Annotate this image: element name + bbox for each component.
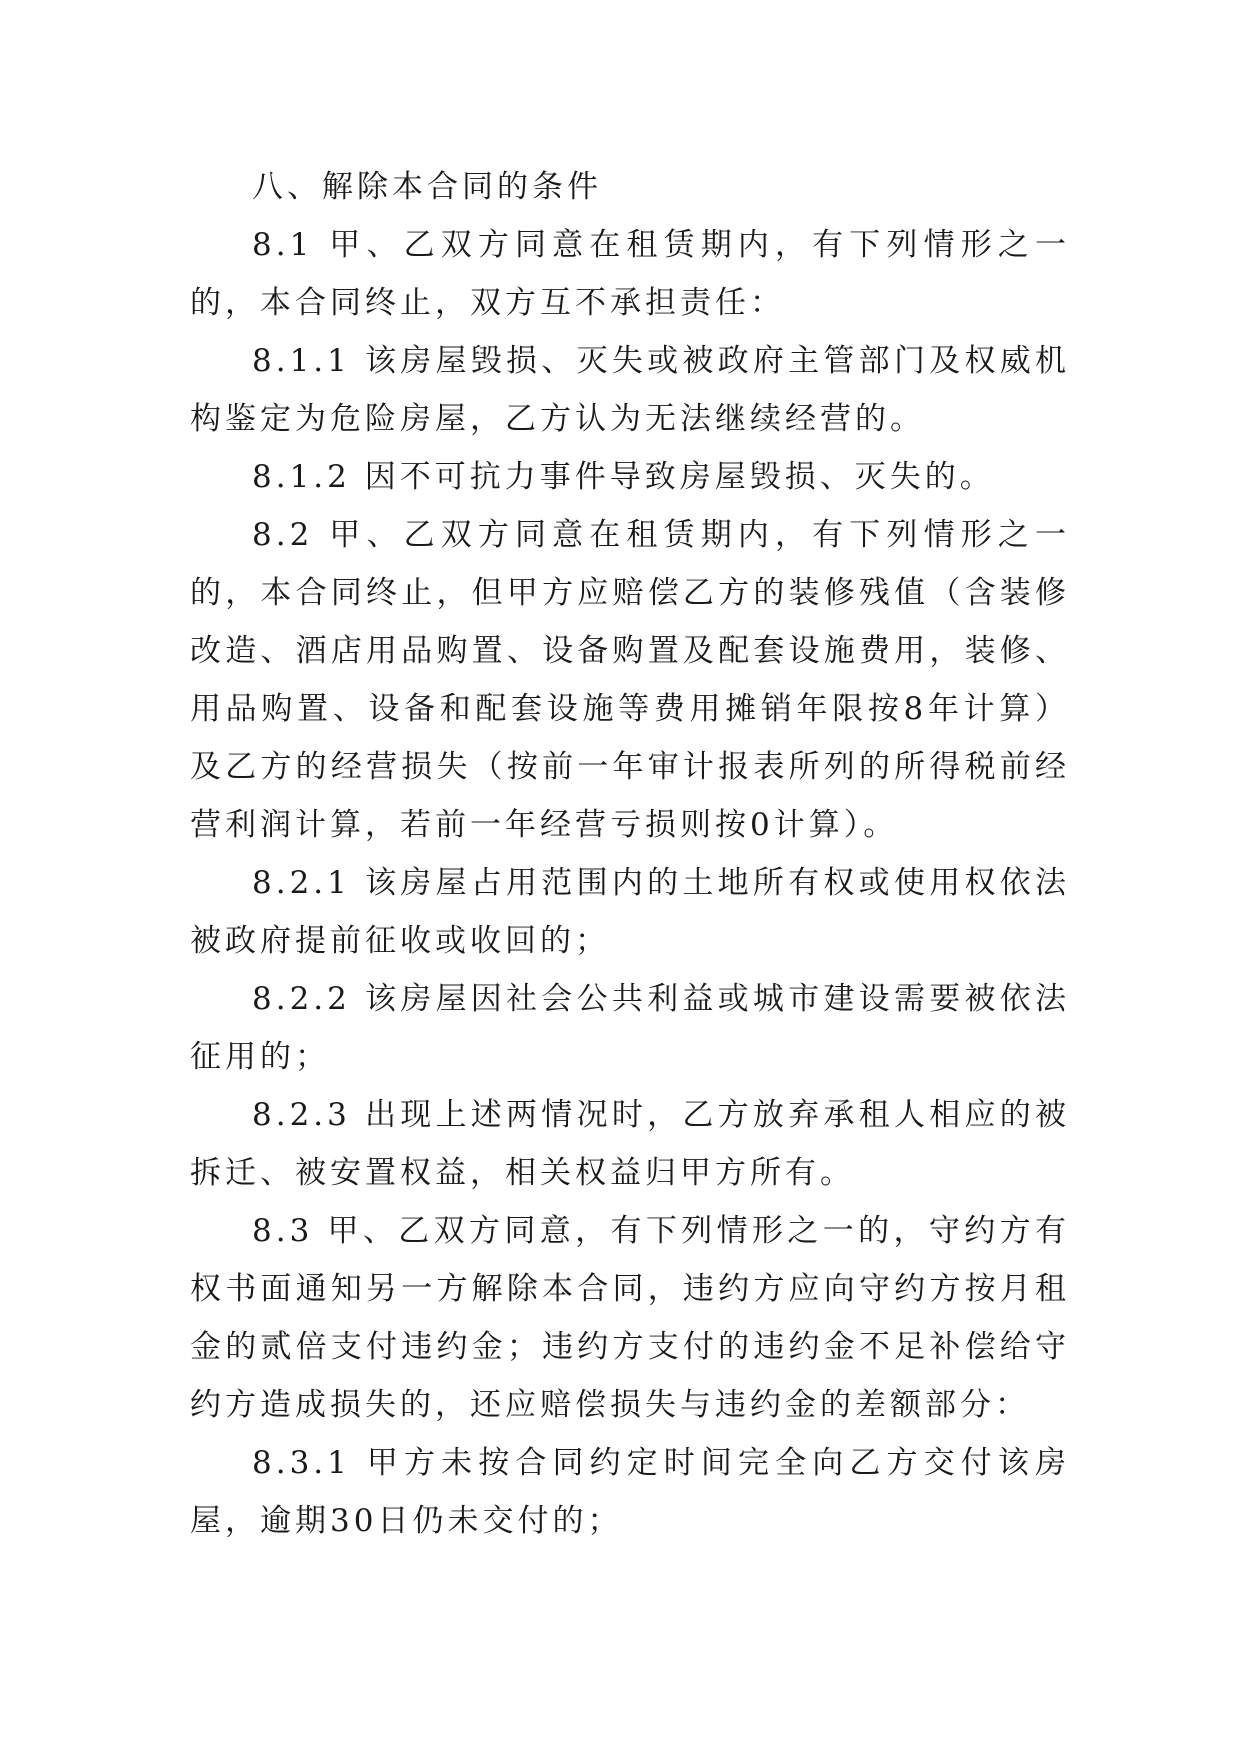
clause-8-2-2: 8.2.2 该房屋因社会公共利益或城市建设需要被依法征用的； (190, 981, 1070, 1075)
clause-8-3-1: 8.3.1 甲方未按合同约定时间完全向乙方交付该房屋，逾期30日仍未交付的； (190, 1445, 1070, 1539)
clause-8-2: 8.2 甲、乙双方同意在租赁期内，有下列情形之一的，本合同终止，但甲方应赔偿乙方的装修残值（含装修改造、酒店用品购置、设备购置及配套设施费用，装修、用品购置、设备和配套设施等费用摊销年限按8年计算）及乙方的经营损失（按前一年审计报表所列的所得税前经营利润计算，若前一年经营亏损则按0计算）。 (190, 517, 1070, 843)
clause-8-3: 8.3 甲、乙双方同意，有下列情形之一的，守约方有权书面通知另一方解除本合同，违约方应向守约方按月租金的贰倍支付违约金；违约方支付的违约金不足补偿给守约方造成损失的，还应赔偿损失与违约金的差额部分： (190, 1213, 1070, 1423)
section-heading: 八、解除本合同的条件 (252, 169, 602, 205)
clause-8-1: 8.1 甲、乙双方同意在租赁期内，有下列情形之一的，本合同终止，双方互不承担责任： (190, 227, 1070, 321)
clause-8-1-1: 8.1.1 该房屋毁损、灭失或被政府主管部门及权威机构鉴定为危险房屋，乙方认为无法继续经营的。 (190, 343, 1070, 437)
document-body (190, 158, 1070, 1550)
clause-8-2-1: 8.2.1 该房屋占用范围内的土地所有权或使用权依法被政府提前征收或收回的； (190, 865, 1070, 959)
clause-8-2-3: 8.2.3 出现上述两情况时，乙方放弃承租人相应的被拆迁、被安置权益，相关权益归甲方所有。 (190, 1097, 1070, 1191)
clause-8-1-2: 8.1.2 因不可抗力事件导致房屋毁损、灭失的。 (252, 459, 995, 495)
